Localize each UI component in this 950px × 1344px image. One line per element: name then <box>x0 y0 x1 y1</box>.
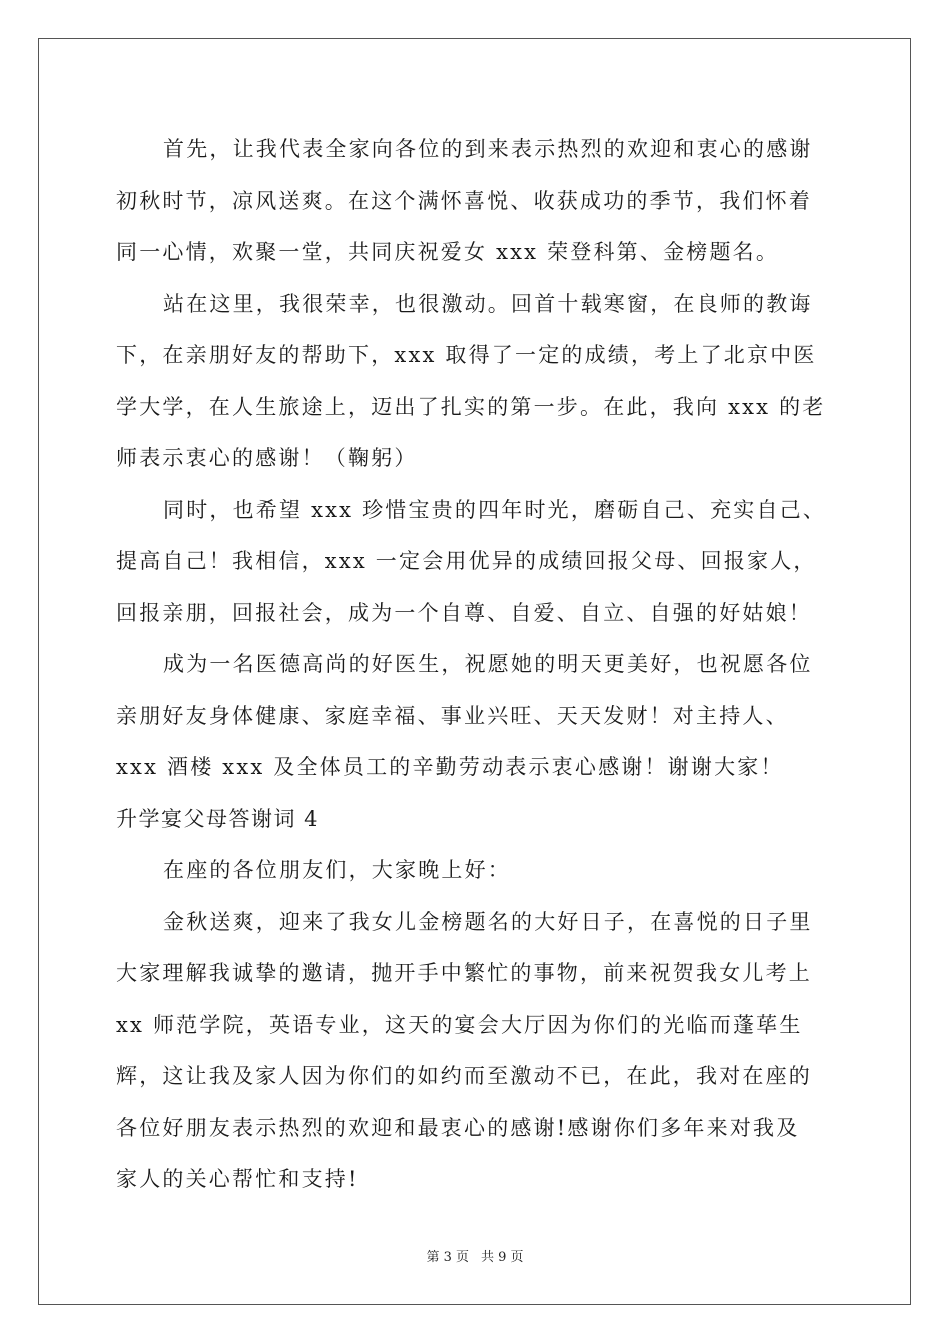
paragraph-line: 初秋时节，凉风送爽。在这个满怀喜悦、收获成功的季节，我们怀着 <box>116 188 812 213</box>
paragraph-line: 回报亲朋，回报社会，成为一个自尊、自爱、自立、自强的好姑娘！ <box>116 600 812 625</box>
page-number: 第 3 页 <box>426 1250 469 1265</box>
paragraph-line: 同时，也希望 xxx 珍惜宝贵的四年时光，磨砺自己、充实自己、 <box>163 497 827 522</box>
paragraph-line: 下，在亲朋好友的帮助下，xxx 取得了一定的成绩，考上了北京中医 <box>116 343 817 367</box>
paragraph-line: 辉，这让我及家人因为你们的如约而至激动不已，在此，我对在座的 <box>116 1064 812 1088</box>
section-heading: 升学宴父母答谢词 4 <box>116 806 320 831</box>
paragraph-line: xx 师范学院，英语专业，这天的宴会大厅因为你们的光临而蓬荜生 <box>116 1012 803 1037</box>
paragraph-line: 成为一名医德高尚的好医生，祝愿她的明天更美好，也祝愿各位 <box>163 652 813 676</box>
paragraph-line: 大家理解我诚挚的邀请，抛开手中繁忙的事物，前来祝贺我女儿考上 <box>116 961 812 985</box>
paragraph-line: 各位好朋友表示热烈的欢迎和最衷心的感谢!感谢你们多年来对我及 <box>116 1115 800 1140</box>
paragraph-line: 家人的关心帮忙和支持! <box>116 1167 359 1191</box>
page-footer <box>0 1246 950 1265</box>
paragraph-line: 提高自己！我相信，xxx 一定会用优异的成绩回报父母、回报家人， <box>116 549 817 573</box>
paragraph-line: 师表示衷心的感谢！（鞠躬） <box>116 446 418 470</box>
paragraph-line: 站在这里，我很荣幸，也很激动。回首十载寒窗，在良师的教诲 <box>163 291 813 316</box>
paragraph-line: 学大学，在人生旅途上，迈出了扎实的第一步。在此，我向 xxx 的老 <box>116 394 826 419</box>
paragraph-line: 亲朋好友身体健康、家庭幸福、事业兴旺、天天发财！对主持人、 <box>116 703 789 728</box>
document-body <box>116 128 846 1210</box>
page-total: 共 9 页 <box>481 1250 524 1265</box>
paragraph-line: xxx 酒楼 xxx 及全体员工的辛勤劳动表示衷心感谢！谢谢大家！ <box>116 755 784 779</box>
greeting-line: 在座的各位朋友们，大家晚上好： <box>163 858 511 882</box>
paragraph-line: 首先，让我代表全家向各位的到来表示热烈的欢迎和衷心的感谢 <box>163 137 813 161</box>
paragraph-line: 金秋送爽，迎来了我女儿金榜题名的大好日子，在喜悦的日子里 <box>163 909 813 934</box>
paragraph-line: 同一心情，欢聚一堂，共同庆祝爱女 xxx 荣登科第、金榜题名。 <box>116 240 780 264</box>
